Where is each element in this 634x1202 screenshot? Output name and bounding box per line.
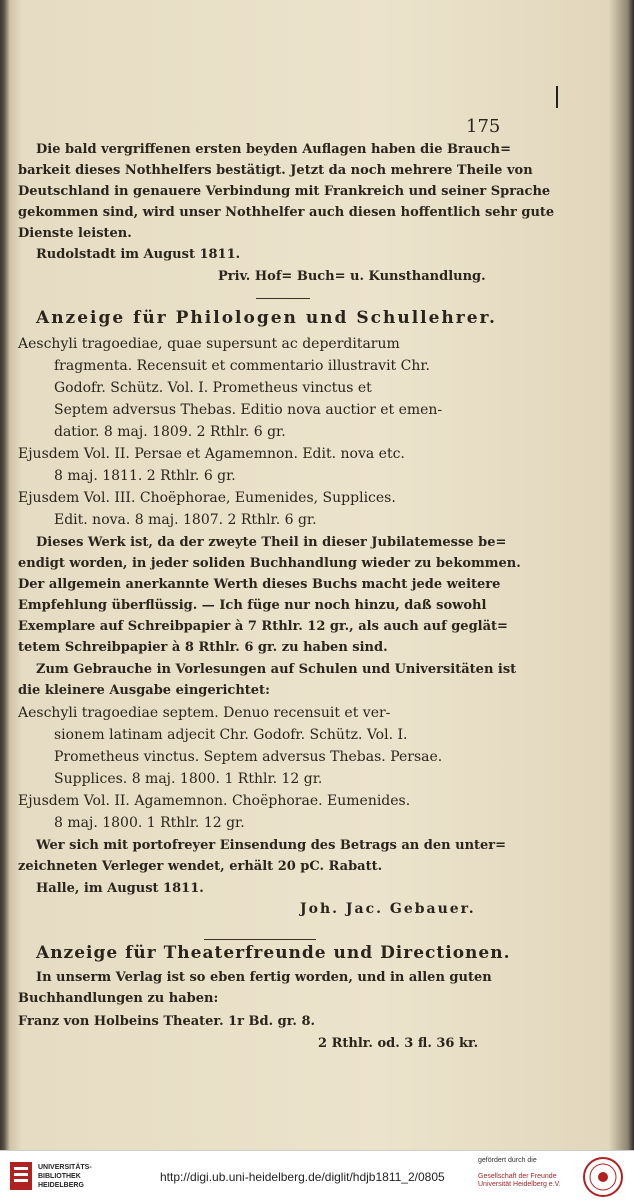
text-line: Wer sich mit portofreyer Einsendung des Betrags an den unter=	[36, 838, 507, 853]
text-line: Franz von Holbeins Theater. 1r Bd. gr. 8.	[18, 1014, 316, 1029]
text-line: gekommen sind, wird unser Nothhelfer auch diesen hoffentlich sehr gute	[18, 205, 555, 220]
text-line: die kleinere Ausgabe eingerichtet:	[18, 683, 270, 698]
text-line: Prometheus vinctus. Septem adversus Thebas. Persae.	[54, 749, 443, 765]
text-line: datior. 8 maj. 1809. 2 Rthlr. 6 gr.	[54, 424, 286, 440]
text-line: In unserm Verlag ist so eben fertig worden, und in allen guten	[36, 970, 492, 985]
text-line: Dieses Werk ist, da der zweyte Theil in dieser Jubilatemesse be=	[36, 535, 507, 550]
text-line: Ejusdem Vol. III. Choëphorae, Eumenides, Supplices.	[18, 490, 396, 506]
viewer-footer	[0, 1150, 634, 1202]
text-line: Anzeige für Philologen und Schullehrer.	[36, 308, 497, 328]
text-line: Dienste leisten.	[18, 226, 132, 241]
funded-by-label: gefördert durch die	[478, 1157, 537, 1164]
text-line: Exemplare auf Schreibpapier à 7 Rthlr. 12 gr., als auch auf geglät=	[18, 619, 508, 634]
permalink-url[interactable]: http://digi.ub.uni-heidelberg.de/diglit/hdjb1811_2/0805	[160, 1170, 445, 1184]
text-line: Aeschyli tragoediae, quae supersunt ac deperditarum	[18, 336, 400, 352]
separator-rule	[256, 298, 310, 299]
text-line: Zum Gebrauche in Vorlesungen auf Schulen und Universitäten ist	[36, 662, 517, 677]
text-line: 2 Rthlr. od. 3 fl. 36 kr.	[318, 1036, 479, 1051]
page-number: 175	[466, 116, 501, 137]
text-line: Edit. nova. 8 maj. 1807. 2 Rthlr. 6 gr.	[54, 512, 317, 528]
text-line: Supplices. 8 maj. 1800. 1 Rthlr. 12 gr.	[54, 771, 323, 787]
library-logo-text: UNIVERSITÄTS- BIBLIOTHEK HEIDELBERG	[38, 1164, 92, 1189]
text-line: Ejusdem Vol. II. Persae et Agamemnon. Edit. nova etc.	[18, 446, 405, 462]
society-seal-icon	[582, 1156, 624, 1198]
society-name: Gesellschaft der Freunde Universität Heidelberg e.V.	[478, 1173, 561, 1188]
text-line: Aeschyli tragoediae septem. Denuo recensuit et ver-	[18, 705, 391, 721]
text-line: Joh. Jac. Gebauer.	[300, 901, 476, 917]
text-line: Halle, im August 1811.	[36, 881, 204, 896]
separator-rule	[204, 939, 316, 940]
text-line: Die bald vergriffenen ersten beyden Auflagen haben die Brauch=	[36, 142, 511, 157]
text-line: Buchhandlungen zu haben:	[18, 991, 219, 1006]
text-line: zeichneten Verleger wendet, erhält 20 pC. Rabatt.	[18, 859, 383, 874]
text-line: 8 maj. 1800. 1 Rthlr. 12 gr.	[54, 815, 245, 831]
library-logo-icon	[9, 1161, 33, 1191]
text-line: Godofr. Schütz. Vol. I. Prometheus vinctus et	[54, 380, 372, 396]
text-line: 8 maj. 1811. 2 Rthlr. 6 gr.	[54, 468, 236, 484]
text-line: tetem Schreibpapier à 8 Rthlr. 6 gr. zu haben sind.	[18, 640, 388, 655]
text-line: fragmenta. Recensuit et commentario illustravit Chr.	[54, 358, 430, 374]
text-line: Deutschland in genauere Verbindung mit Frankreich und seiner Sprache	[18, 184, 551, 199]
text-line: Anzeige für Theaterfreunde und Directionen.	[36, 943, 511, 963]
margin-mark	[556, 86, 558, 108]
text-line: Der allgemein anerkannte Werth dieses Buchs macht jede weitere	[18, 577, 501, 592]
text-line: Ejusdem Vol. II. Agamemnon. Choëphorae. Eumenides.	[18, 793, 411, 809]
text-line: Septem adversus Thebas. Editio nova auctior et emen-	[54, 402, 443, 418]
text-line: Empfehlung überflüssig. — Ich füge nur noch hinzu, daß sowohl	[18, 598, 487, 613]
text-line: Priv. Hof= Buch= u. Kunsthandlung.	[218, 269, 486, 284]
text-line: Rudolstadt im August 1811.	[36, 247, 241, 262]
text-line: endigt worden, in jeder soliden Buchhandlung wieder zu bekommen.	[18, 556, 521, 571]
text-line: sionem latinam adjecit Chr. Godofr. Schütz. Vol. I.	[54, 727, 408, 743]
text-line: barkeit dieses Nothhelfers bestätigt. Jetzt da noch mehrere Theile von	[18, 163, 533, 178]
